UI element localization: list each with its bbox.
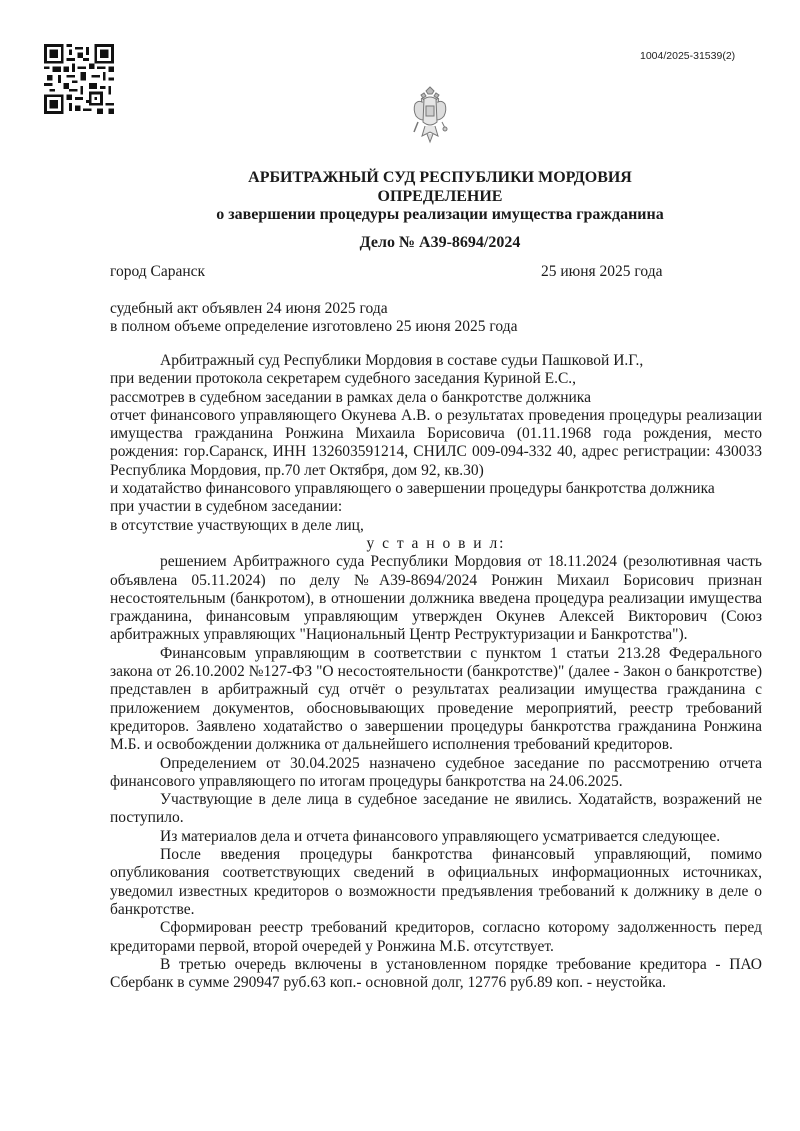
paragraph-materials: Из материалов дела и отчета финансового управляющего усматривается следующее. <box>160 827 721 845</box>
paragraph-report: Финансовым управляющим в соответствии с пунктом 1 статьи 213.28 Федерального закона от 26.10.2002 №127-ФЗ "О несостоятельности (банкротстве)" (далее - Закон о банкротстве) представлен в арбитражный суд отчёт о результатах реализации имущества гражданина с приложением документов, обосновывающих проведение мероприятий, реестр требований кредиторов. Заявлено ходатайство о завершении процедуры банкротства гражданина Ронжина М.Б. и освобождении должника от дальнейшего исполнения требований кредиторов. <box>110 644 762 754</box>
document-body <box>110 352 762 992</box>
paragraph-participants: Участвующие в деле лица в судебное заседание не явились. Ходатайств, возражений не поступило. <box>110 791 762 827</box>
intro-absence: в отсутствие участвующих в деле лиц, <box>110 516 364 534</box>
paragraph-registry: Сформирован реестр требований кредиторов, согласно которому задолженность перед кредиторами первой, второй очередей у Ронжина М.Б. отсутствует. <box>110 919 762 955</box>
document-number: 1004/2025-31539(2) <box>640 50 736 62</box>
city: город Саранск <box>110 263 206 280</box>
intro-petition: и ходатайство финансового управляющего о завершении процедуры банкротства должника <box>110 480 715 498</box>
paragraph-hearing: Определением от 30.04.2025 назначено судебное заседание по рассмотрению отчета финансового управляющего по итогам процедуры банкротства на 24.06.2025. <box>110 754 762 790</box>
court-name: АРБИТРАЖНЫЙ СУД РЕСПУБЛИКИ МОРДОВИЯ <box>248 169 632 186</box>
qr-code-icon <box>44 44 114 114</box>
document-subject: о завершении процедуры реализации имущества гражданина <box>216 206 664 223</box>
announced-date: судебный акт объявлен 24 июня 2025 года <box>110 300 388 317</box>
intro-report: отчет финансового управляющего Окунева А.В. о результатах проведения процедуры реализации имущества гражданина Ронжина Михаила Борисовича (01.11.1968 года рождения, место рождения: гор.Саранск, ИНН 132603591214, СНИЛС 009-094-332 40, адрес регистрации: 430033 Республика Мордовия, пр.70 лет Октября, дом 92, кв.30) <box>110 406 762 479</box>
paragraph-notification: После введения процедуры банкротства финансовый управляющий, помимо опубликования соответствующих сведений в официальных информационных источниках, уведомил известных кредиторов о возможности предъявления требований к должнику в деле о банкротстве. <box>110 846 762 918</box>
intro-secretary: при ведении протокола секретарем судебного заседания Куриной Е.С., <box>110 370 577 388</box>
intro-considered: рассмотрев в судебном заседании в рамках дела о банкротстве должника <box>110 388 591 406</box>
paragraph-third-queue: В третью очередь включены в установленном порядке требование кредитора - ПАО Сбербанк в сумме 290947 руб.63 коп.- основной долг, 12776 руб.89 коп. - неустойка. <box>110 955 762 992</box>
intro-judge: Арбитражный суд Республики Мордовия в составе судьи Пашковой И.Г., <box>160 352 644 369</box>
coat-of-arms-icon <box>410 86 450 144</box>
document-date: 25 июня 2025 года <box>541 263 663 280</box>
case-number: Дело № А39-8694/2024 <box>359 234 521 251</box>
intro-participation: при участии в судебном заседании: <box>110 498 343 516</box>
full-text-date: в полном объеме определение изготовлено 25 июня 2025 года <box>110 318 518 335</box>
ustanovil-heading: у с т а н о в и л: <box>366 534 506 552</box>
paragraph-decision: решением Арбитражного суда Республики Мордовия от 18.11.2024 (резолютивная часть объявлена 05.11.2024) по делу №А39-8694/2024 Ронжин Михаил Борисович признан несостоятельным (банкротом), в отношении должника введена процедура реализации имущества гражданина, финансовым управляющим утвержден Окунев Алексей Викторович (Союз арбитражных управляющих "Национальный Центр Реструктуризации и Банкротства"). <box>110 553 762 644</box>
document-type: ОПРЕДЕЛЕНИЕ <box>377 188 503 205</box>
